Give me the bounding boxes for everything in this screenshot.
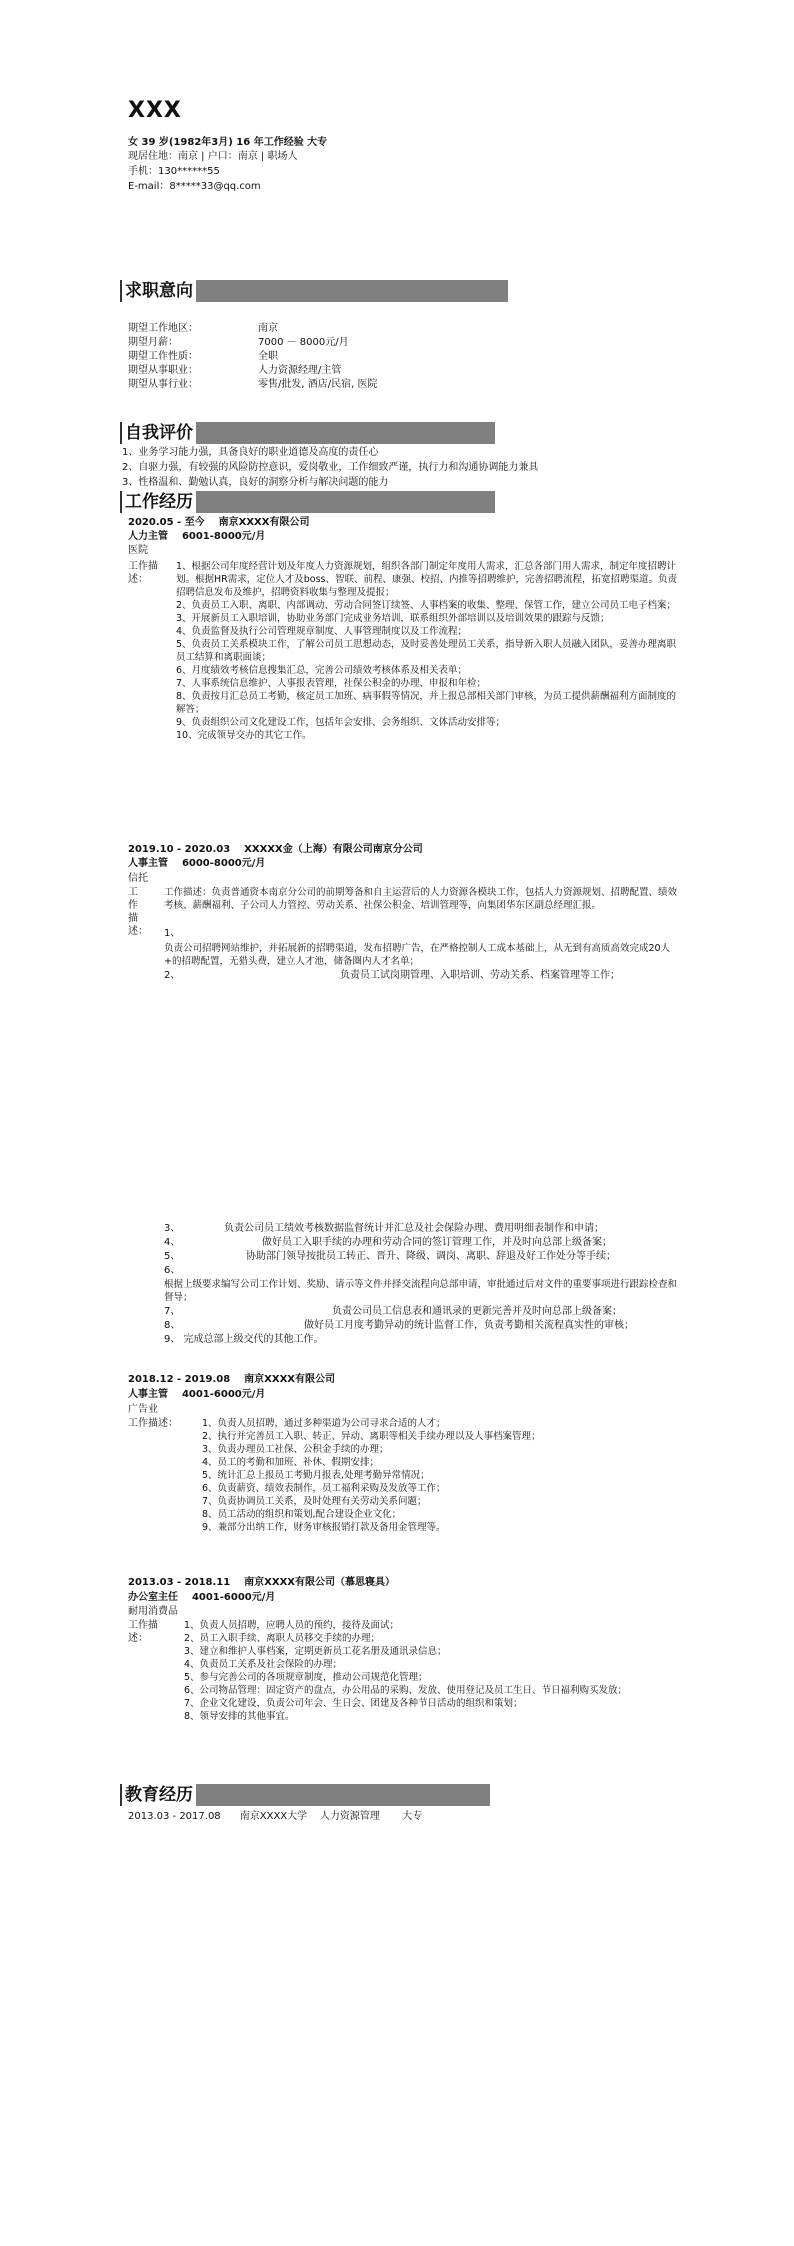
job-industry: 信托 (128, 873, 148, 884)
job-desc-item: 做好员工入职手续的办理和劳动合同的签订管理工作，并及时向总部上级备案； (262, 1237, 612, 1248)
section-bar (196, 1784, 490, 1806)
job-desc-item: 3、建立和维护人事档案，定期更新员工花名册及通讯录信息； (184, 1646, 447, 1657)
education-row (128, 1810, 422, 1823)
job-desc-item: 2、负责员工入职、离职、内部调动、劳动合同签订续签、人事档案的收集、整理、保管工作，建立公司员工电子档案； (176, 600, 677, 611)
job-company: 南京XXXX有限公司 (244, 1374, 335, 1385)
job-company: 南京XXXX有限公司 (218, 517, 310, 528)
intent-key: 期望从事职业： (128, 365, 198, 376)
section-title: 教育经历 (120, 1784, 196, 1806)
job-desc-item: 5、参与完善公司的各项规章制度，推动公司规范化管理； (184, 1672, 428, 1683)
job-period: 2013.03 - 2018.11 (128, 1577, 231, 1588)
job-salary: 4001-6000元/月 (181, 1389, 266, 1400)
job-position-line (128, 1388, 265, 1401)
job-industry: 广告业 (128, 1404, 158, 1415)
intent-key: 期望工作性质： (128, 351, 198, 362)
job-position-line (128, 857, 265, 870)
job-desc-item: 6、负责薪资、绩效表制作，员工福利采购及发放等工作； (202, 1483, 446, 1494)
job-desc-list (176, 560, 681, 742)
job-desc-item: 1、根据公司年度经营计划及年度人力资源规划，组织各部门制定年度用人需求，汇总各部门用人需求，制定年度招聘计划。根据HR需求，定位人才及boss、智联、前程、康强、校招、内推等招聘维护，完善招聘流程，拓宽招聘渠道。负责招聘信息发布及维护，招聘资料收集与整理及提报； (176, 561, 677, 598)
education-major: 人力资源管理 (319, 1811, 380, 1822)
job-company: 南京XXXX有限公司（慕思寝具） (244, 1577, 395, 1588)
job-position: 人力主管 (128, 531, 168, 542)
job-desc-item: 6、公司物品管理：固定资产的盘点，办公用品的采购、发放、使用登记及员工生日、节日福利购买发放； (184, 1685, 628, 1696)
job-desc-item: 8、员工活动的组织和策划,配合建设企业文化； (202, 1509, 402, 1520)
job-desc-item-number: 8、 (164, 1320, 181, 1331)
job-desc-item: 1、 (164, 928, 181, 939)
job-desc-item: 4、员工的考勤和加班、补休、假期安排； (202, 1457, 380, 1468)
job-desc-item-number: 2、 (164, 970, 181, 981)
job-desc-item: 负责公司员工信息表和通讯录的更新完善并及时向总部上级备案； (332, 1306, 622, 1317)
job-position-line (128, 530, 265, 543)
self-eval-line: 3、性格温和、勤勉认真，良好的洞察分析与解决问题的能力 (122, 477, 389, 488)
job-position: 人事主管 (128, 858, 168, 869)
job-desc-item: 6、月度绩效考核信息搜集汇总，完善公司绩效考核体系及相关表单； (176, 665, 468, 676)
section-job-intent (120, 280, 508, 302)
intent-value: 零售/批发, 酒店/民宿, 医院 (258, 379, 378, 390)
job-desc-item: 2、员工入职手续、离职人员移交手续的办理； (184, 1633, 381, 1644)
job-desc-item: 9、兼部分出纳工作，财务审核报销打款及备用金管理等。 (202, 1522, 446, 1533)
intent-value: 7000 － 8000元/月 (258, 337, 349, 348)
section-title: 求职意向 (120, 280, 196, 302)
job-desc-item: 负责公司员工绩效考核数据监督统计并汇总及社会保险办理、费用明细表制作和申请； (224, 1223, 604, 1234)
section-self-evaluation (120, 422, 495, 444)
job-desc-item: 5、负责员工关系模块工作，了解公司员工思想动态，及时妥善处理员工关系，指导新入职人员融入团队，妥善办理离职员工结算和离职面谈； (176, 639, 677, 663)
job-period: 2018.12 - 2019.08 (128, 1374, 231, 1385)
section-work-experience (120, 491, 495, 513)
job-company: XXXXX金（上海）有限公司南京分公司 (244, 844, 423, 855)
self-eval-line: 2、自驱力强，有较强的风险防控意识，爱岗敬业，工作细致严谨，执行力和沟通协调能力兼具 (122, 462, 539, 473)
section-title: 自我评价 (120, 422, 196, 444)
job-desc-item: 7、人事系统信息维护、人事报表管理，社保公积金的办理、申报和年检； (176, 678, 487, 689)
job-desc-item: 1、负责人员招聘，应聘人员的预约，接待及面试； (184, 1620, 400, 1631)
intent-key: 期望月薪： (128, 337, 178, 348)
section-title: 工作经历 (120, 491, 196, 513)
job-desc-item: 根据上级要求编写公司工作计划、奖励、请示等文件并择交流程向总部申请，审批通过后对文件的重要事项进行跟踪检查和督导； (164, 1279, 678, 1303)
job-desc-item-number: 6、 (164, 1265, 181, 1276)
job-desc-list (184, 1619, 682, 1723)
job-desc-label: 工作描述： (128, 1620, 158, 1644)
email: E-mail：8*****33@qq.com (128, 181, 261, 192)
job-period: 2020.05 - 至今 (128, 517, 205, 528)
intent-row (128, 378, 377, 391)
job-desc-label: 工作描述： (128, 1418, 178, 1429)
job-desc-item: 2、执行并完善员工入职、转正、异动、离职等相关手续办理以及人事档案管理； (202, 1431, 541, 1442)
job-desc-item: 8、领导安排的其他事宜。 (184, 1711, 295, 1722)
intent-key: 期望工作地区： (128, 323, 198, 334)
education-school: 南京XXXX大学 (239, 1811, 308, 1822)
job-desc-item: 协助部门领导按批员工转正、晋升、降级、调岗、离职、辞退及好工作处分等手续； (246, 1251, 616, 1262)
job-desc-item: 3、负责办理员工社保、公积金手续的办理； (202, 1444, 389, 1455)
job-industry: 医院 (128, 545, 148, 556)
job-desc-item: 7、负责协调员工关系，及时处理有关劳动关系问题； (202, 1496, 427, 1507)
job-desc-list (202, 1417, 682, 1534)
intent-value: 人力资源经理/主管 (258, 365, 342, 376)
job-desc-item: 5、统计汇总上报员工考勤月报表,处理考勤异常情况； (202, 1470, 430, 1481)
section-bar (196, 280, 508, 302)
section-education (120, 1784, 490, 1806)
job-desc-item-number: 5、 (164, 1251, 181, 1262)
job-desc-item: 4、负责监督及执行公司管理规章制度、人事管理制度以及工作流程； (176, 626, 468, 637)
job-desc-item: 9、 完成总部上级交代的其他工作。 (164, 1334, 324, 1345)
section-bar (196, 491, 495, 513)
job-period: 2019.10 - 2020.03 (128, 844, 231, 855)
job-salary: 4001-6000元/月 (191, 1592, 276, 1603)
job-desc-item: 负责公司招聘网站维护，并拓展新的招聘渠道，发布招聘广告，在严格控制人工成本基础上，从无到有高质高效完成20人+的招聘配置，无猎头费，建立人才池，储备圈内人才名单； (164, 943, 671, 967)
job-desc-item-number: 4、 (164, 1237, 181, 1248)
intent-row (128, 350, 278, 363)
phone: 手机：130******55 (128, 166, 220, 177)
job-salary: 6000-8000元/月 (181, 858, 266, 869)
intent-row (128, 364, 341, 377)
job-desc-item-number: 3、 (164, 1223, 181, 1234)
job-salary: 6001-8000元/月 (181, 531, 266, 542)
candidate-name: XXX (128, 98, 182, 123)
job-header (128, 516, 309, 529)
job-desc-label: 工作描述： (128, 561, 158, 585)
intent-key: 期望从事行业： (128, 379, 198, 390)
job-desc-item: 7、企业文化建设，负责公司年会、生日会、团建及各种节日活动的组织和策划； (184, 1698, 523, 1709)
job-desc-item: 1、负责人员招聘，通过多种渠道为公司寻求合适的人才； (202, 1418, 446, 1429)
job-intro: 工作描述：负责普通资本南京分公司的前期筹备和自主运营后的人力资源各模块工作，包括人力资源规划、招聘配置、绩效考核、薪酬福利、子公司人力管控、劳动关系、社保公积金、培训管理等，向集团华东区副总经理汇报。 (164, 887, 678, 911)
residence-info: 现居住地：南京 | 户口：南京 | 职场人 (128, 151, 298, 162)
job-desc-label: 工作描述： (128, 887, 148, 937)
job-position-line (128, 1591, 275, 1604)
job-desc-item: 4、负责员工关系及社会保险的办理； (184, 1659, 343, 1670)
job-desc-item: 10、完成领导交办的其它工作。 (176, 730, 312, 741)
job-desc-item: 负责员工试岗期管理、入职培训、劳动关系、档案管理等工作； (340, 970, 620, 981)
intent-row (128, 336, 349, 349)
job-header (128, 1373, 335, 1386)
job-desc-item: 做好员工月度考勤异动的统计监督工作，负责考勤相关流程真实性的审核； (304, 1320, 634, 1331)
self-eval-line: 1、业务学习能力强，具备良好的职业道德及高度的责任心 (122, 447, 379, 458)
job-position: 办公室主任 (128, 1592, 178, 1603)
basic-info: 女 39 岁(1982年3月) 16 年工作经验 大专 (128, 137, 328, 148)
job-header (128, 1576, 395, 1589)
intent-value: 南京 (258, 323, 278, 334)
job-desc-item-number: 7、 (164, 1306, 181, 1317)
job-industry: 耐用消费品 (128, 1606, 178, 1617)
job-desc-item: 9、负责组织公司文化建设工作，包括年会安排、会务组织、文体活动安排等； (176, 717, 506, 728)
job-desc-item: 8、负责按月汇总员工考勤，核定员工加班、病事假等情况，并上报总部相关部门审核，为员工提供薪酬福利方面制度的解答； (176, 691, 677, 715)
education-period: 2013.03 - 2017.08 (128, 1811, 221, 1822)
intent-value: 全职 (258, 351, 278, 362)
education-degree: 大专 (402, 1811, 423, 1822)
job-position: 人事主管 (128, 1389, 168, 1400)
intent-row (128, 322, 278, 335)
job-header (128, 843, 423, 856)
section-bar (196, 422, 495, 444)
job-desc-item: 3、开展新员工入职培训，协助业务部门完成业务培训，联系组织外部培训以及培训效果的跟踪与反馈； (176, 613, 610, 624)
